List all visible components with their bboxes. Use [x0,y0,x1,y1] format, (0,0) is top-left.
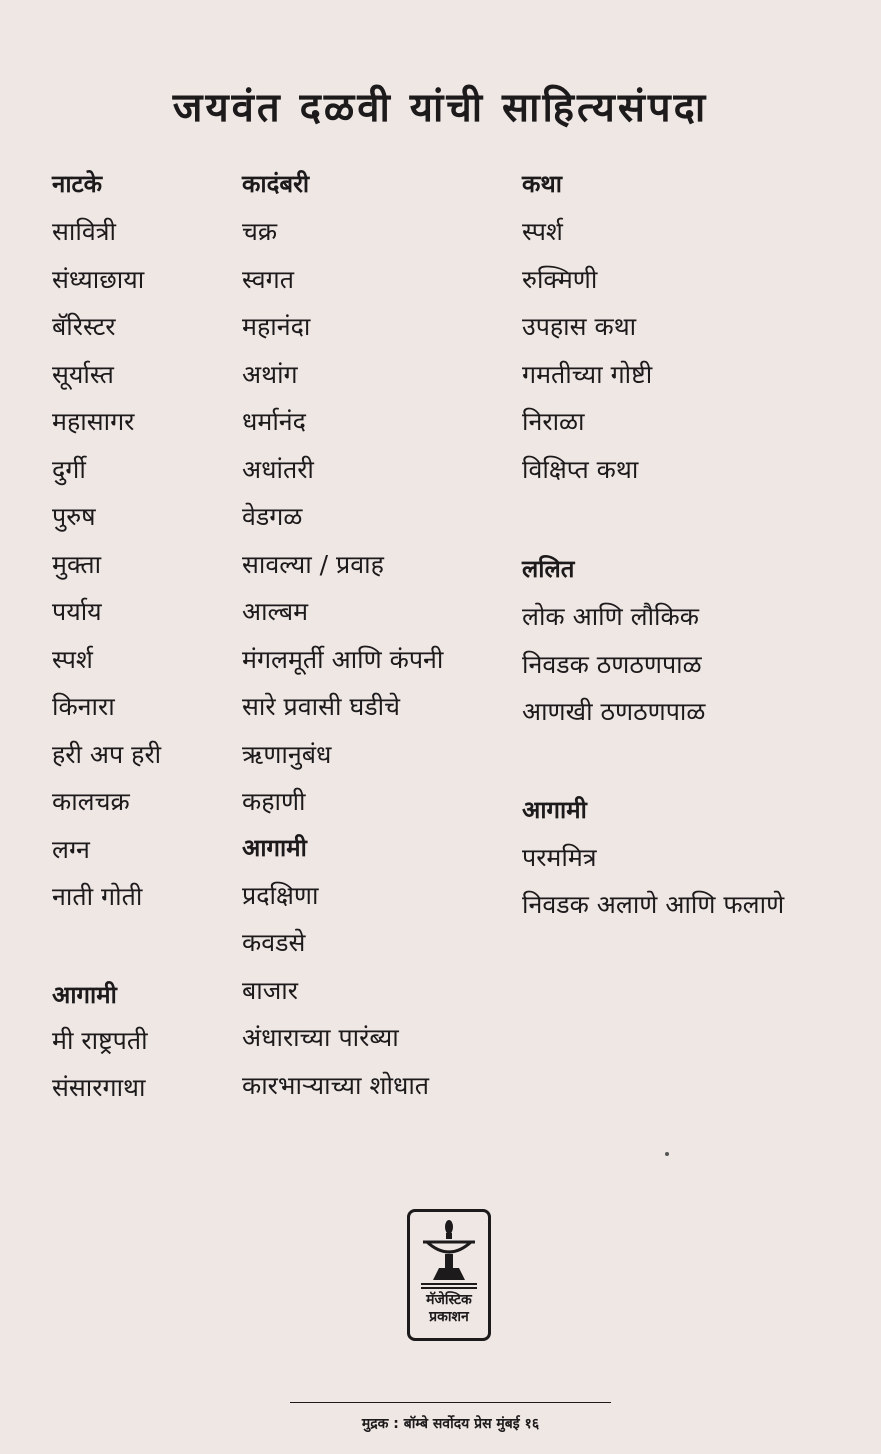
list-item: धर्मानंद [242,407,306,436]
list-item: पर्याय [52,597,102,626]
list-item: ऋणानुबंध [242,739,332,769]
list-item: सारे प्रवासी घडीचे [242,692,400,721]
publisher-logo [407,1209,491,1341]
list-item: पुरुष [52,502,96,531]
list-item: अंधाराच्या पारंब्या [242,1023,399,1052]
section-heading: ललित [522,555,575,583]
logo-text-line2: प्रकाशन [429,1309,469,1325]
list-item: निवडक ठणठणपाळ [522,649,702,679]
list-item: कहाणी [242,787,306,816]
column-novels [242,168,443,1109]
list-item: कालचक्र [52,787,130,816]
list-item: नाती गोती [52,882,143,911]
list-item: चक्र [242,217,278,246]
oil-lamp-icon [419,1218,479,1292]
list-item: मंगलमूर्ती आणि कंपनी [242,644,444,674]
list-item: आणखी ठणठणपाळ [522,697,706,726]
list-item: लोक आणि लौकिक [522,602,699,631]
printer-line: मुद्रक : बॉम्बे सर्वोदय प्रेस मुंबई १६ [361,1416,540,1432]
list-item: उपहास कथा [522,312,637,341]
list-item: अथांग [242,359,298,389]
list-item: सूर्यास्त [52,359,114,389]
list-item: स्पर्श [522,217,563,246]
list-item: कारभाऱ्याच्या शोधात [242,1070,430,1100]
page-title: जयवंत दळवी यांची साहित्यसंपदा [172,85,709,131]
list-item: विक्षिप्त कथा [522,454,639,484]
list-item: परममित्र [522,842,597,872]
list-item: महानंदा [242,312,311,341]
ink-speck [665,1152,669,1156]
divider-rule [290,1402,611,1403]
list-item: स्पर्श [52,644,93,674]
column-heading: नाटके [52,170,103,198]
upcoming-heading: आगामी [522,795,587,824]
column-heading: कथा [522,170,562,198]
list-item: निवडक अलाणे आणि फलाणे [522,890,785,919]
column-heading: कादंबरी [242,170,310,198]
list-item: कवडसे [242,928,306,957]
list-item: रुक्मिणी [522,264,598,294]
list-item: किनारा [52,692,115,721]
list-item: हरी अप हरी [52,739,162,769]
list-item: आल्बम [242,597,309,626]
list-item: संध्याछाया [52,264,145,294]
list-item: बॅरिस्टर [52,312,116,341]
list-item: गमतीच्या गोष्टी [522,359,653,389]
list-item: स्वगत [242,264,294,294]
column-plays [52,168,161,1112]
list-item: दुर्गी [52,454,86,484]
upcoming-heading: आगामी [52,980,117,1009]
upcoming-heading: आगामी [242,833,307,862]
list-item: मुक्ता [52,549,102,579]
list-item: प्रदक्षिणा [242,880,319,910]
list-item: बाजार [242,975,299,1005]
list-item: सावल्या / प्रवाह [242,549,384,579]
column-stories [522,168,784,929]
list-item: लग्न [52,834,90,864]
list-item: निराळा [522,407,585,436]
list-item: वेडगळ [242,502,303,531]
logo-text-line1: मॅजेस्टिक [426,1292,472,1308]
list-item: महासागर [52,407,135,436]
list-item: सावित्री [52,217,117,246]
list-item: मी राष्ट्रपती [52,1025,148,1055]
list-item: संसारगाथा [52,1073,146,1102]
list-item: अधांतरी [242,454,314,484]
